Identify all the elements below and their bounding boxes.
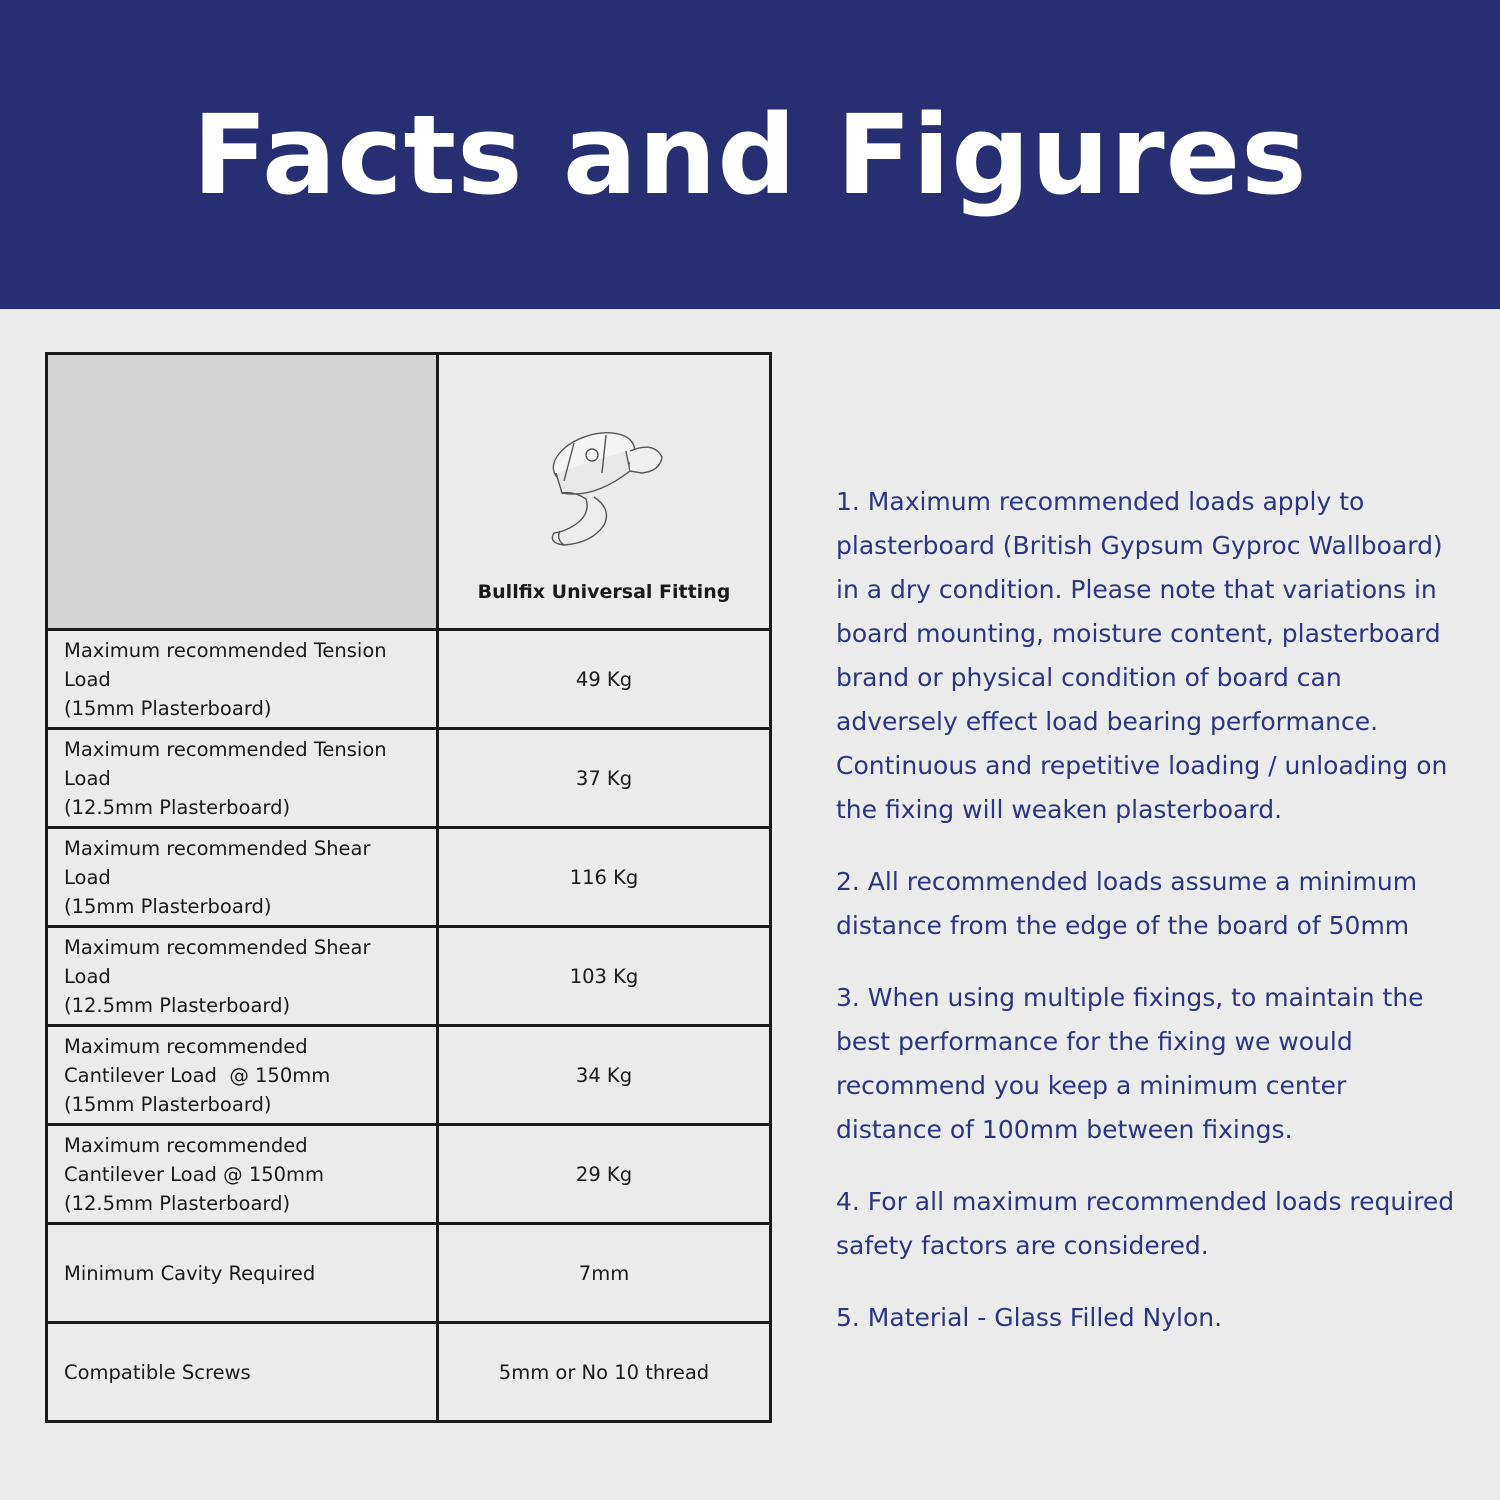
row-value: 5mm or No 10 thread — [438, 1323, 771, 1422]
label-line: Cantilever Load @ 150mm — [64, 1162, 325, 1186]
row-label — [47, 1323, 438, 1422]
label-line: Maximum recommended — [64, 1034, 308, 1058]
notes-section — [836, 480, 1456, 1368]
row-value: 103 Kg — [438, 927, 771, 1026]
label-line: (12.5mm Plasterboard) — [64, 993, 291, 1017]
row-label — [47, 1026, 438, 1125]
row-label — [47, 1224, 438, 1323]
label-line: Maximum recommended Tension — [64, 737, 387, 761]
label-line: (12.5mm Plasterboard) — [64, 1191, 291, 1215]
table-row — [47, 1323, 771, 1422]
blank-header-cell — [47, 354, 438, 630]
label-line: (15mm Plasterboard) — [64, 894, 272, 918]
note-2: 2. All recommended loads assume a minimum distance from the edge of the board of 50mm — [836, 867, 1418, 940]
label-line: Load — [64, 667, 111, 691]
note-4: 4. For all maximum recommended loads required safety factors are considered. — [836, 1187, 1455, 1260]
row-value: 49 Kg — [438, 630, 771, 729]
row-value: 29 Kg — [438, 1125, 771, 1224]
label-line: Maximum recommended Shear — [64, 836, 371, 860]
label-line: Load — [64, 865, 111, 889]
label-line: Load — [64, 766, 111, 790]
row-value: 37 Kg — [438, 729, 771, 828]
product-name: Bullfix Universal Fitting — [477, 580, 731, 603]
page-title: Facts and Figures — [192, 90, 1308, 219]
row-label — [47, 1125, 438, 1224]
table-row — [47, 927, 771, 1026]
label-line: (15mm Plasterboard) — [64, 696, 272, 720]
label-line: Cantilever Load @ 150mm — [64, 1063, 331, 1087]
row-label — [47, 630, 438, 729]
row-value: 34 Kg — [438, 1026, 771, 1125]
note-1: 1. Maximum recommended loads apply to plasterboard (British Gypsum Gyproc Wallboard) in a dry condition. Please note that variations in board mounting, moisture content, plasterboard brand or physical condition of board can adversely effect load bearing performance. Continuous and repetitive loading / unloading on the fixing will weaken plasterboard. — [836, 487, 1448, 824]
row-label — [47, 927, 438, 1026]
header-banner — [0, 0, 1500, 309]
label-line: (15mm Plasterboard) — [64, 1092, 272, 1116]
label-line: Maximum recommended Shear — [64, 935, 371, 959]
table-row — [47, 729, 771, 828]
label-line: Load — [64, 964, 111, 988]
table-row — [47, 1224, 771, 1323]
row-label — [47, 828, 438, 927]
note-5: 5. Material - Glass Filled Nylon. — [836, 1303, 1223, 1332]
row-value: 7mm — [438, 1224, 771, 1323]
row-label — [47, 729, 438, 828]
product-header-cell — [438, 354, 771, 630]
label-line: Maximum recommended — [64, 1133, 308, 1157]
table-row — [47, 828, 771, 927]
table-row — [47, 1026, 771, 1125]
note-3: 3. When using multiple fixings, to maintain the best performance for the fixing we would recommend you keep a minimum center distance of 100mm between fixings. — [836, 983, 1424, 1144]
row-value: 116 Kg — [438, 828, 771, 927]
table-row — [47, 630, 771, 729]
fitting-drawing-icon — [534, 421, 674, 551]
label-line: (12.5mm Plasterboard) — [64, 795, 291, 819]
table-header-row — [47, 354, 771, 630]
label-line: Maximum recommended Tension — [64, 638, 387, 662]
label-line: Compatible Screws — [64, 1360, 251, 1384]
label-line: Minimum Cavity Required — [64, 1261, 316, 1285]
specs-table — [45, 352, 772, 1423]
table-row — [47, 1125, 771, 1224]
